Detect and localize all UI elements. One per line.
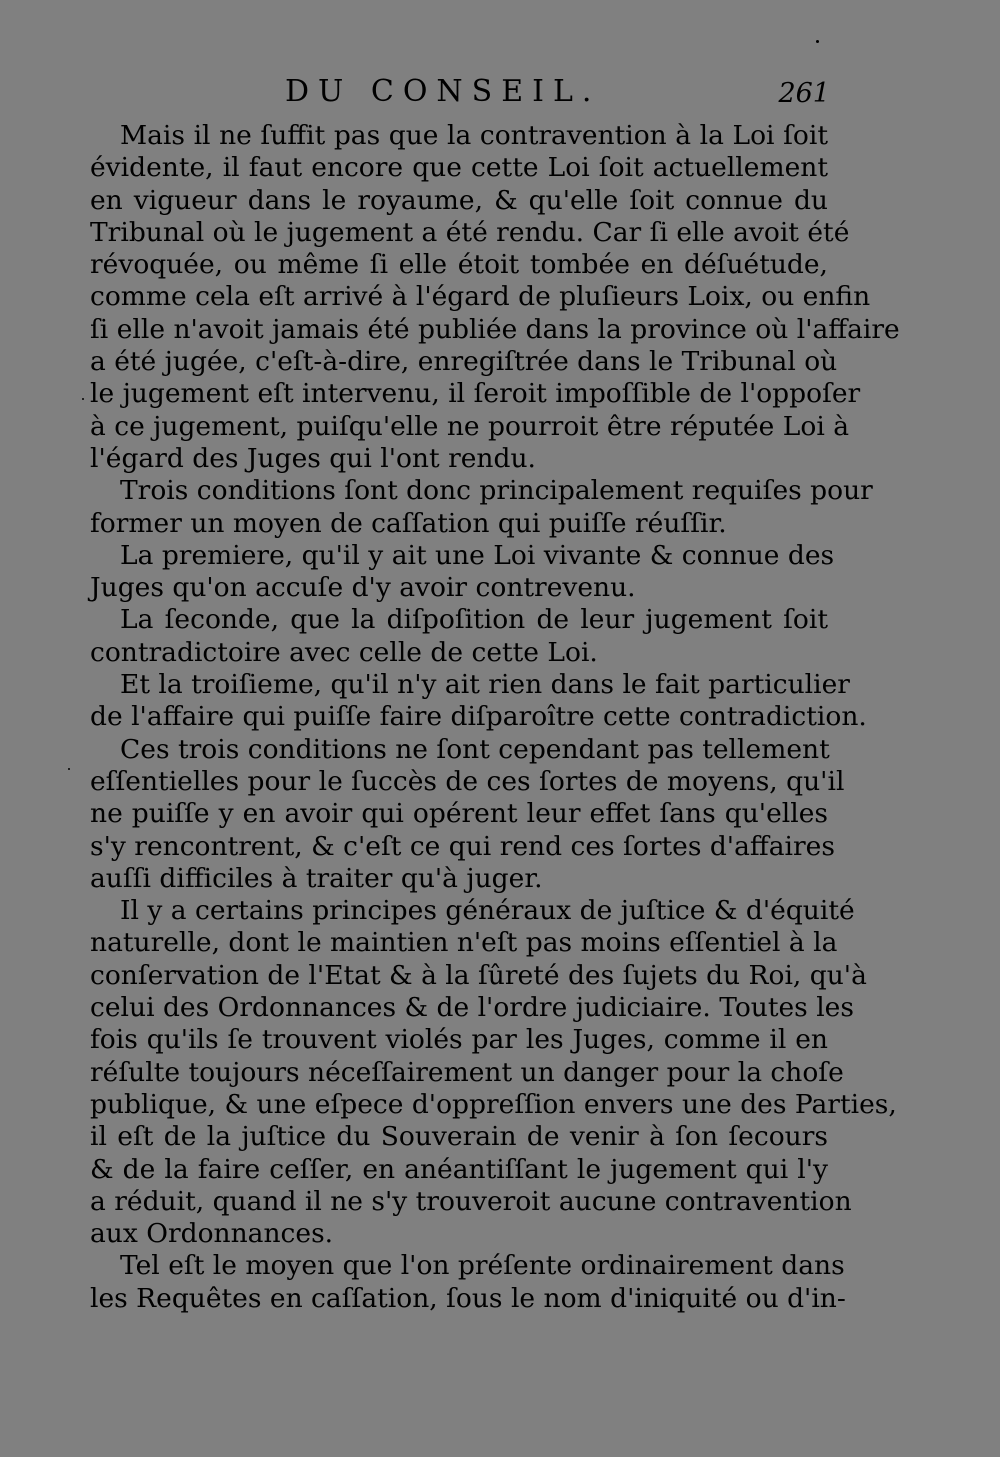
text-line: Juges qu'on accuſe d'y avoir contrevenu. — [90, 572, 636, 604]
text-line: ne puiſſe y en avoir qui opérent leur effet ſans qu'elles — [90, 798, 828, 830]
text-line: Tribunal où le jugement a été rendu. Car ſi elle avoit été — [90, 216, 850, 248]
text-line: Tel eſt le moyen que l'on préſente ordinairement dans — [120, 1250, 845, 1282]
text-line: s'y rencontrent, & c'eſt ce qui rend ces ſortes d'affaires — [90, 830, 835, 862]
text-line: en vigueur dans le royaume, & qu'elle ſoit connue du — [90, 184, 828, 216]
text-line: ſi elle n'avoit jamais été publiée dans la province où l'affaire — [90, 313, 900, 345]
text-line: l'égard des Juges qui l'ont rendu. — [90, 442, 536, 474]
text-line: former un moyen de caſſation qui puiſſe réuſſir. — [90, 507, 727, 539]
text-line: conſervation de l'Etat & à la ſûreté des ſujets du Roi, qu'à — [90, 959, 867, 991]
running-title: DU CONSEIL. — [285, 74, 601, 109]
text-line: & de la faire ceſſer, en anéantiſſant le jugement qui l'y — [90, 1153, 828, 1185]
text-line: Ces trois conditions ne ſont cependant pas tellement — [120, 733, 830, 765]
text-line: évidente, il faut encore que cette Loi ſoit actuellement — [90, 152, 828, 184]
text-line: celui des Ordonnances & de l'ordre judiciaire. Toutes les — [90, 992, 854, 1024]
text-line: a été jugée, c'eſt-à-dire, enregiſtrée dans le Tribunal où — [90, 346, 838, 378]
text-line: il eſt de la juſtice du Souverain de venir à ſon ſecours — [90, 1121, 828, 1153]
text-line: Mais il ne ſuffit pas que la contravention à la Loi ſoit — [120, 120, 828, 151]
page-number: 261 — [778, 78, 830, 109]
text-line: aux Ordonnances. — [90, 1218, 334, 1250]
ink-speck — [68, 768, 70, 770]
ink-speck — [816, 40, 819, 43]
text-line: La ſeconde, que la diſpoſition de leur jugement ſoit — [120, 604, 828, 636]
text-line: Et la troiſieme, qu'il n'y ait rien dans le fait particulier — [120, 669, 850, 701]
text-line: eſſentielles pour le ſuccès de ces ſortes de moyens, qu'il — [90, 765, 845, 797]
text-line: Il y a certains principes généraux de juſtice & d'équité — [120, 895, 855, 927]
text-line: naturelle, dont le maintien n'eſt pas moins eſſentiel à la — [90, 927, 838, 959]
text-line: réſulte toujours néceſſairement un danger pour la choſe — [90, 1056, 844, 1088]
text-line: contradictoire avec celle de cette Loi. — [90, 636, 598, 668]
text-line: La premiere, qu'il y ait une Loi vivante & connue des — [120, 539, 835, 571]
text-line: le jugement eſt intervenu, il ſeroit impoſſible de l'oppoſer — [90, 378, 861, 410]
text-line: comme cela eſt arrivé à l'égard de pluſieurs Loix, ou enfin — [90, 281, 871, 313]
ink-speck — [82, 398, 84, 400]
text-line: à ce jugement, puiſqu'elle ne pourroit être réputée Loi à — [90, 410, 850, 442]
text-line: de l'affaire qui puiſſe faire diſparoître cette contradiction. — [90, 701, 867, 733]
text-line: fois qu'ils ſe trouvent violés par les Juges, comme il en — [90, 1024, 828, 1056]
text-line: auſſi difficiles à traiter qu'à juger. — [90, 862, 543, 894]
text-line: Trois conditions ſont donc principalement requiſes pour — [120, 475, 873, 507]
text-line: les Requêtes en caſſation, ſous le nom d'iniquité ou d'in- — [90, 1282, 846, 1314]
running-head — [90, 72, 830, 112]
text-line: publique, & une eſpece d'oppreſſion envers une des Parties, — [90, 1088, 897, 1120]
text-line: a réduit, quand il ne s'y trouveroit aucune contravention — [90, 1185, 852, 1217]
body-text — [90, 120, 900, 1315]
text-line: révoquée, ou même ſi elle étoit tombée en déſuétude, — [90, 249, 828, 281]
